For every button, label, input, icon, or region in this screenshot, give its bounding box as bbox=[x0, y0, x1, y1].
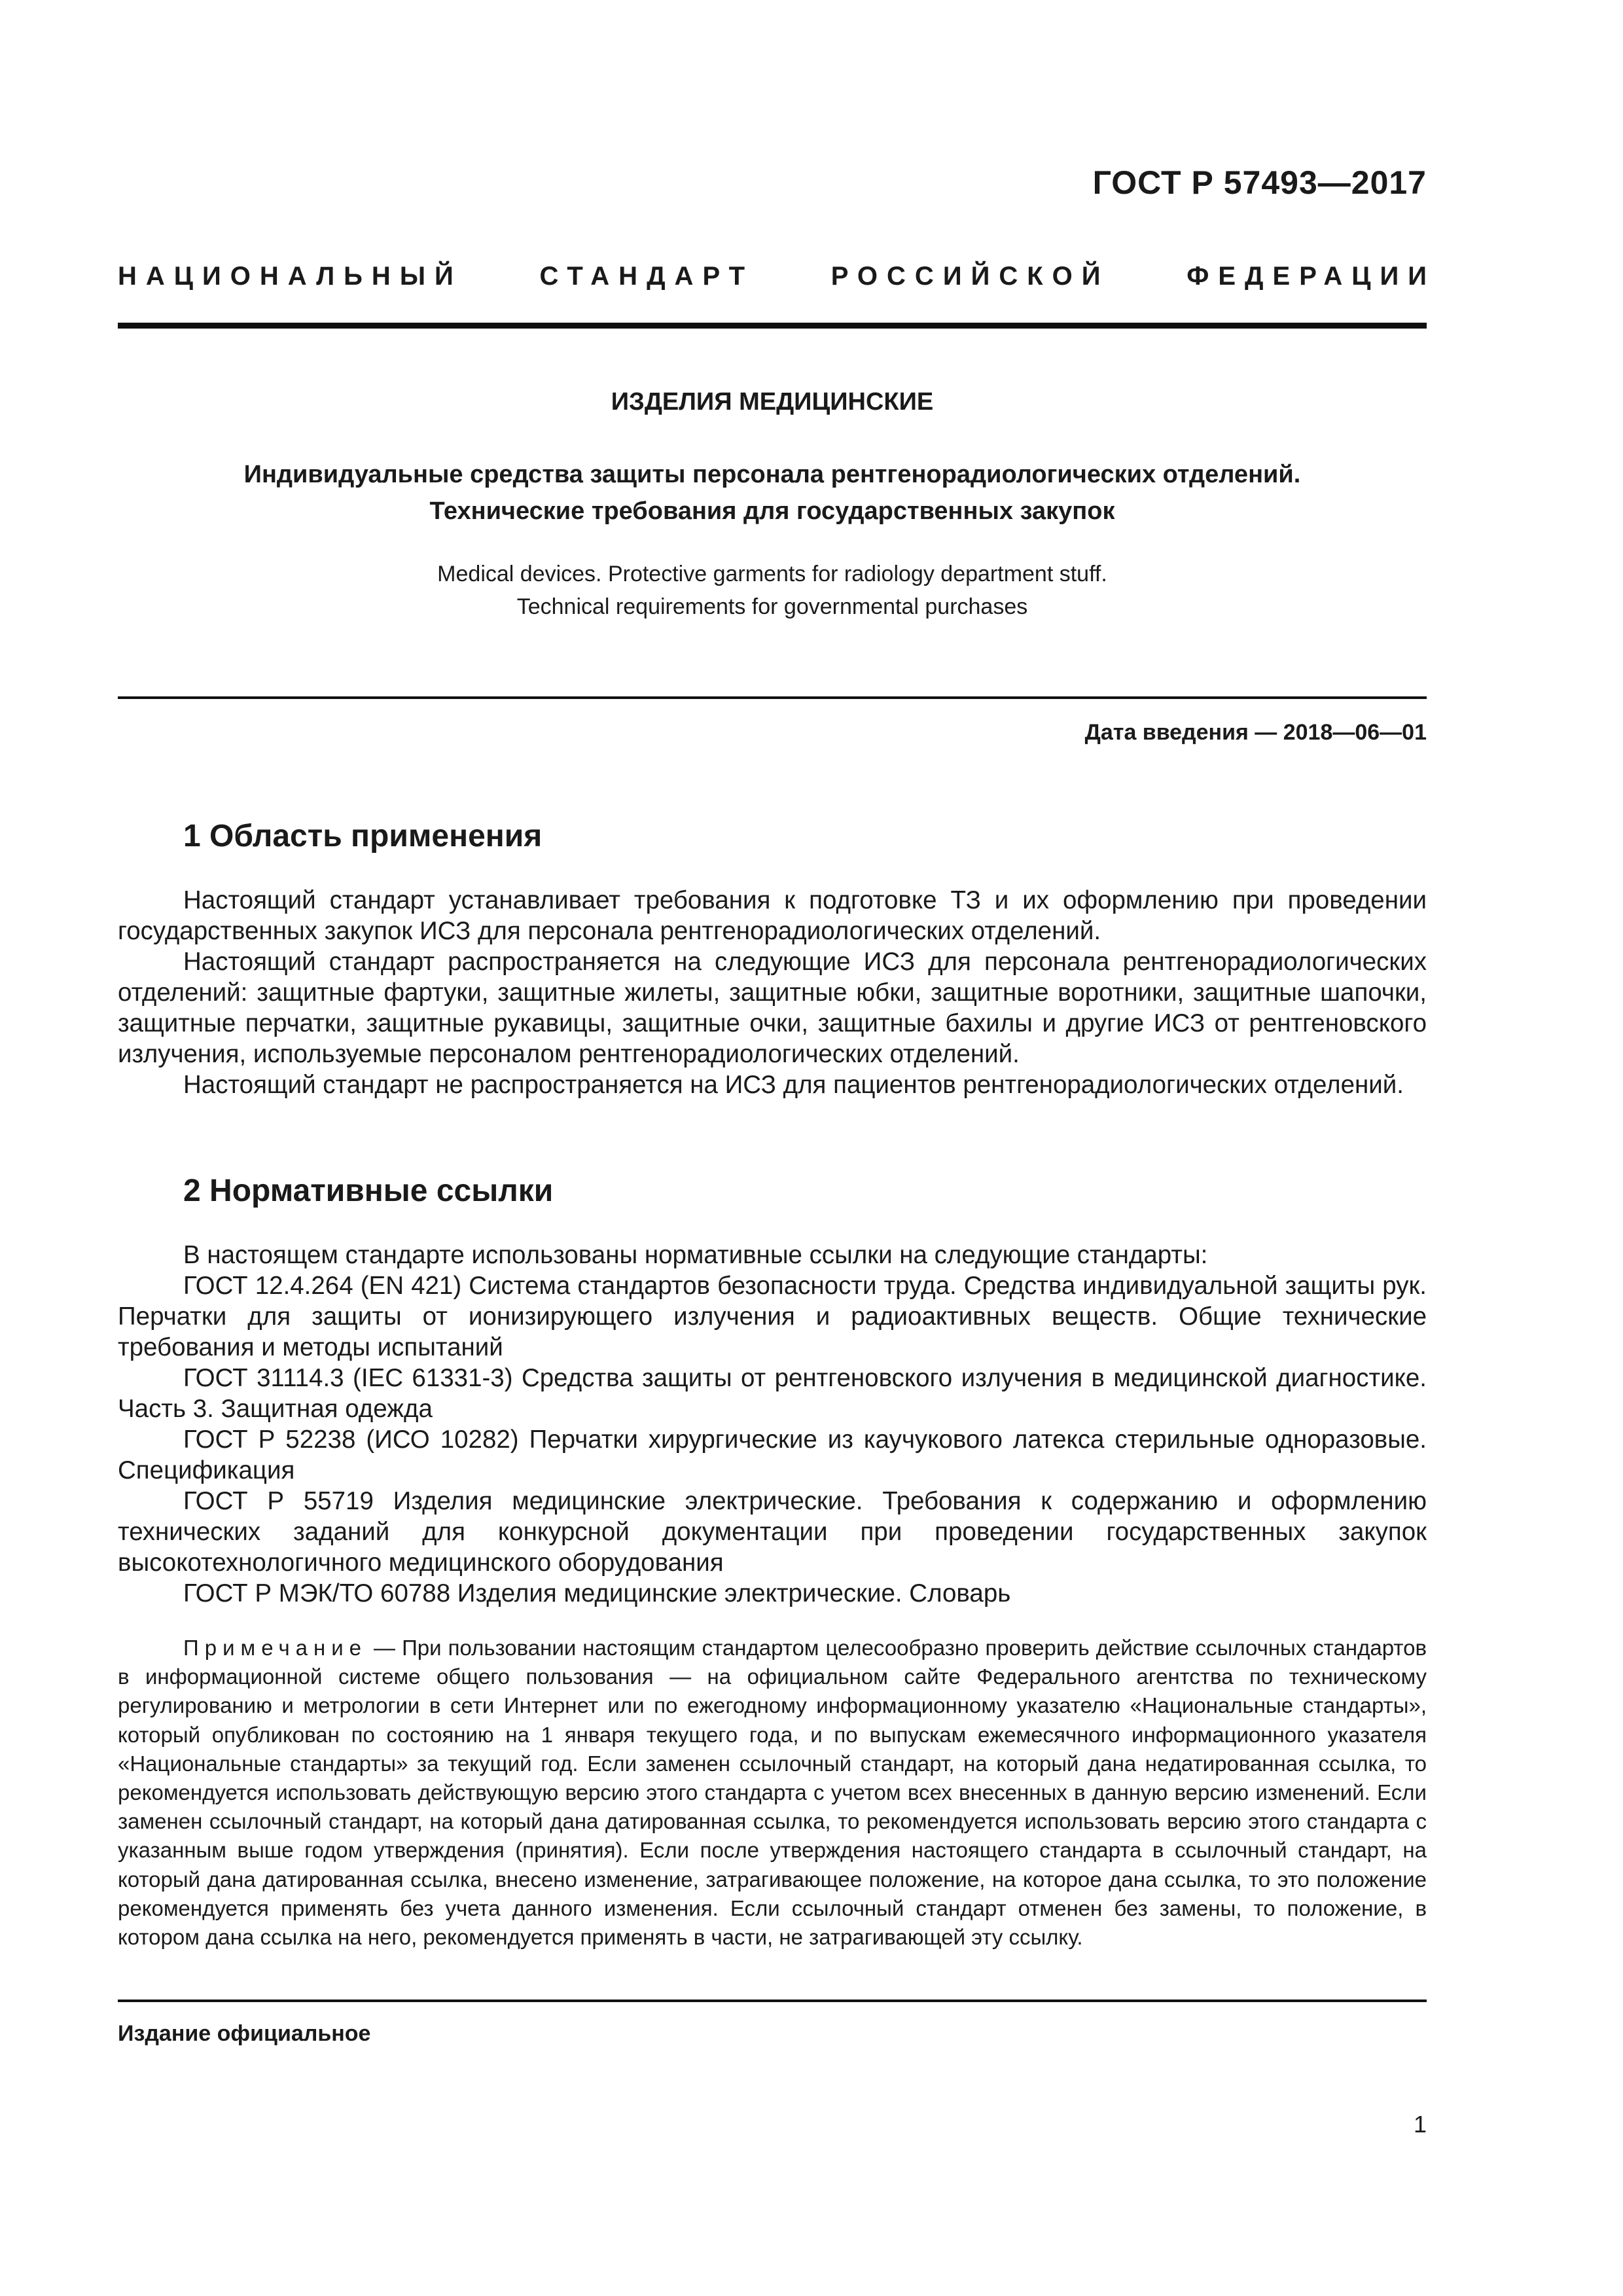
edition-label: Издание официальное bbox=[118, 2021, 371, 2046]
section-2-heading: 2 Нормативные ссылки bbox=[183, 1174, 554, 1208]
note-label: Примечание bbox=[183, 1636, 368, 1660]
national-standard-banner bbox=[118, 262, 1436, 291]
paragraph: Настоящий стандарт не распространяется на ИСЗ для пациентов рентгенорадиологических отделений. bbox=[183, 1071, 1404, 1099]
section-1-heading: 1 Область применения bbox=[183, 819, 543, 853]
banner-word: ФЕДЕРАЦИИ bbox=[1186, 262, 1436, 291]
gost-number: ГОСТ Р 57493—2017 bbox=[1092, 164, 1427, 201]
footer-rule bbox=[118, 2000, 1427, 2002]
document-subtitle bbox=[118, 456, 1427, 529]
reference-item: ГОСТ 31114.3 (IEC 61331-3) Средства защиты от рентгеновского излучения в медицинской диагностике. Часть 3. Защитная одежда bbox=[118, 1364, 1427, 1423]
paragraph: В настоящем стандарте использованы нормативные ссылки на следующие стандарты: bbox=[183, 1241, 1208, 1269]
document-title: ИЗДЕЛИЯ МЕДИЦИНСКИЕ bbox=[611, 388, 934, 416]
title-rule bbox=[118, 696, 1427, 699]
introduction-date: Дата введения — 2018—06—01 bbox=[1084, 720, 1427, 745]
paragraph: Настоящий стандарт устанавливает требования к подготовке ТЗ и их оформлению при проведении государственных закупок ИСЗ для персонала рентгенорадиологических отделений. bbox=[118, 886, 1427, 945]
reference-item: ГОСТ Р МЭК/ТО 60788 Изделия медицинские электрические. Словарь bbox=[183, 1579, 1011, 1607]
subtitle-line: Индивидуальные средства защиты персонала рентгенорадиологических отделений. bbox=[243, 461, 1301, 488]
subtitle-en-line: Technical requirements for governmental purchases bbox=[516, 594, 1028, 619]
subtitle-en-line: Medical devices. Protective garments for radiology department stuff. bbox=[437, 562, 1107, 586]
note-block bbox=[118, 1634, 1427, 1952]
banner-word: РОССИЙСКОЙ bbox=[830, 262, 1110, 291]
note-text: — При пользовании настоящим стандартом целесообразно проверить действие ссылочных стандартов в информационной системе общего пользования — на официальном сайте Федерального агентства по техническому регулированию и метрологии в сети Интернет или по ежегодному информационному указателю «Национальные стандарты», который опубликован по состоянию на 1 января текущего года, и по выпускам ежемесячного информационного указателя «Национальные стандарты» за текущий год. Если заменен ссылочный стандарт, на который дана недатированная ссылка, то рекомендуется использовать действующую версию этого стандарта с учетом всех внесенных в данную версию изменений. Если заменен ссылочный стандарт, на который дана датированная ссылка, то рекомендуется использовать версию этого стандарта с указанным выше годом утверждения (принятия). Если после утверждения настоящего стандарта в ссылочный стандарт, на который дана датированная ссылка, внесено изменение, затрагивающее положение, на которое дана ссылка, то это положение рекомендуется применять без учета данного изменения. Если ссылочный стандарт отменен без замены, то положение, в котором дана ссылка на него, рекомендуется применять в части, не затрагивающей эту ссылку. bbox=[118, 1636, 1427, 1950]
banner-word: СТАНДАРТ bbox=[539, 262, 755, 291]
document-page bbox=[118, 0, 1436, 2296]
reference-item: ГОСТ Р 55719 Изделия медицинские электрические. Требования к содержанию и оформлению технических заданий для конкурсной документации при проведении государственных закупок высокотехнологичного медицинского оборудования bbox=[118, 1487, 1427, 1577]
document-subtitle-english bbox=[118, 558, 1427, 623]
paragraph: Настоящий стандарт распространяется на следующие ИСЗ для персонала рентгенорадиологических отделений: защитные фартуки, защитные жилеты, защитные юбки, защитные воротники, защитные шапочки, защитные перчатки, защитные рукавицы, защитные очки, защитные бахилы и другие ИСЗ от рентгеновского излучения, используемые персоналом рентгенорадиологических отделений. bbox=[118, 948, 1427, 1068]
banner-word: НАЦИОНАЛЬНЫЙ bbox=[118, 262, 463, 291]
page-number: 1 bbox=[1413, 2111, 1427, 2138]
reference-item: ГОСТ Р 52238 (ИСО 10282) Перчатки хирургические из каучукового латекса стерильные одноразовые. Спецификация bbox=[118, 1426, 1427, 1484]
reference-item: ГОСТ 12.4.264 (EN 421) Система стандартов безопасности труда. Средства индивидуальной защиты рук. Перчатки для защиты от ионизирующего излучения и радиоактивных веществ. Общие технические требования и методы испытаний bbox=[118, 1272, 1427, 1361]
subtitle-line: Технические требования для государственных закупок bbox=[429, 497, 1115, 525]
header-rule bbox=[118, 323, 1427, 329]
